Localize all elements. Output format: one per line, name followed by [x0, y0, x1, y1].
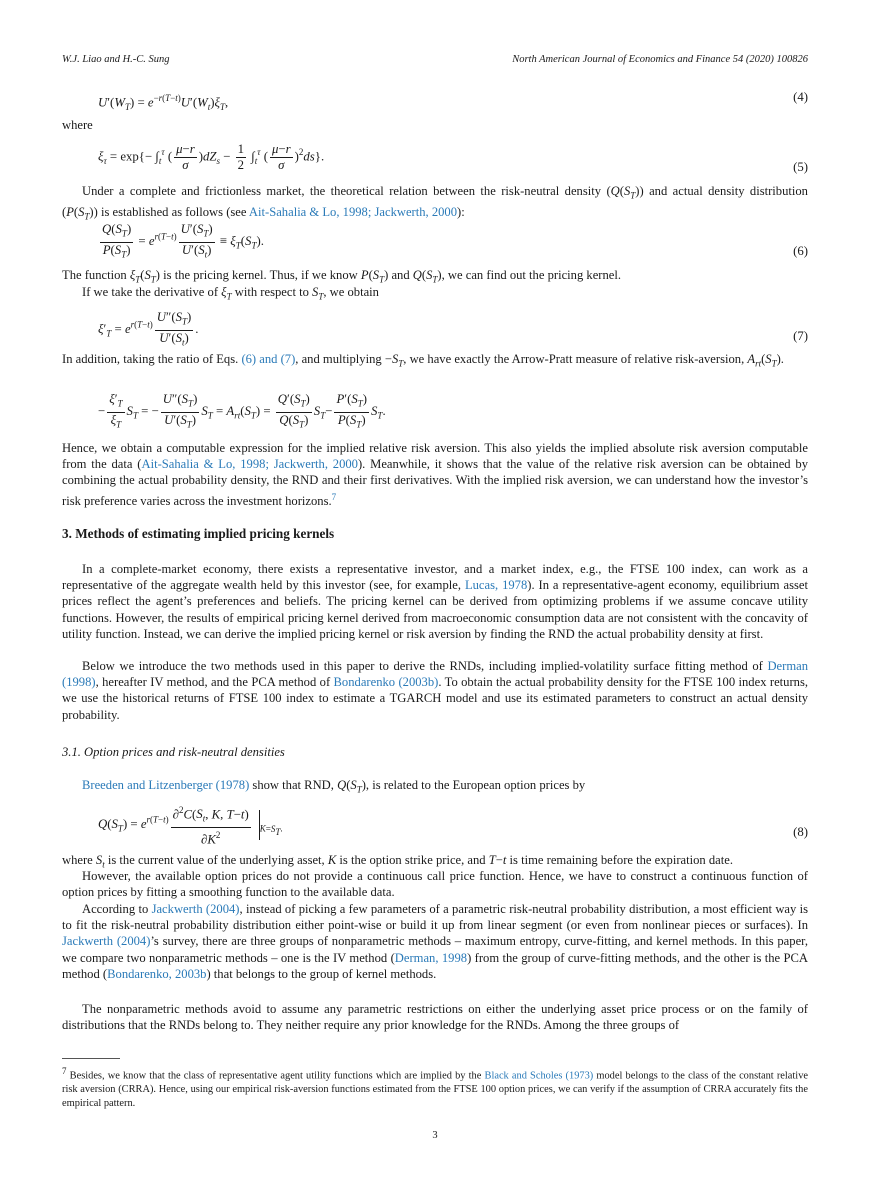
- footnote-ref-7[interactable]: 7: [331, 491, 337, 502]
- paragraph-complete-market: In a complete-market economy, there exists a representative investor, and a market index, e.g., the FTSE 100 index, can work as a representative of the aggregate wealth held by this investor (see, for example, Lucas, 1978). In a representative-agent economy, equilibrium asset prices reflect the agent’s preferences and beliefs. The pricing kernel can be derived from optimizing problems if we assume concave utility functions. However, the results of empirical pricing kernel derived from macroeconomic consumption data are not consistent with the concavity of utility function. Instead, we can derive the implied pricing kernel or risk aversion by finding the RND the actual probability density at first.: [62, 562, 808, 641]
- page: [62, 0, 808, 1188]
- citation-link[interactable]: Jackwerth (2004): [62, 934, 151, 949]
- section-3-heading: 3. Methods of estimating implied pricing kernels: [62, 526, 335, 541]
- footnote-7: $^7$ Besides, we know that the class of representative agent utility functions which are implied by the Black and Scholes (1973) model belongs to the class of the constant relative risk aversion (CRRA). Hence, using our empirical risk-aversion functions estimated from the FTSE 100 option prices, we can verify if the assumption of CRRA accurately fits the empirical pattern.: [62, 1066, 808, 1110]
- citation-link[interactable]: Black and Scholes (1973): [484, 1070, 594, 1082]
- equation-arrow-pratt: − $\frac{\xi'_T}{\xi_T}$ $S_T$ = − $\frac{U''(S_T)}{U'(S_T)}$ $S_T = A_{rt}(S_T)$ = $\frac{Q'(S_T)}{Q(S_T)}$ $S_T-$ $\frac{P'(S_T)}{P(S_T)}$ $S_T$.: [98, 392, 386, 430]
- footnote-mark: 7: [62, 1066, 67, 1076]
- equation-8: $Q(S_T) = e^{r(T-t)}$ $\frac{\partial^2C(S_t, K, T-t)}{\partial K^2}$ $_{K=S_T.}$: [98, 805, 283, 847]
- paragraph-below: Below we introduce the two methods used in this paper to derive the RNDs, including implied-volatility surface fitting method of Derman (1998), hereafter IV method, and the PCA method of Bondarenko (2003b). To obtain the actual probability density for the FTSE 100 index returns, we use the historical returns of FTSE 100 index to estimate a TGARCH model and use its estimated parameters to construct an actual density probability.: [62, 659, 808, 722]
- paragraph-according: According to Jackwerth (2004), instead of picking a few parameters of a parametric risk-neutral probability distribution, a most efficient way is to fit the risk-neutral probability distribution either point-wise or build it up from linear segment (or even from nonlinear pieces or surfaces). In Jackwerth (2004)’s survey, there are three groups of nonparametric methods – maximum entropy, curve-fitting, and kernel methods. In this paper, we compare two nonparametric methods – one is the IV method (Derman, 1998) from the group of curve-fitting methods, and the other is the PCA method (Bondarenko, 2003b) that belongs to the group of kernel methods.: [62, 902, 809, 981]
- equation-4: $U'(W_T) = e^{-r(T-t)}U'(W_t)\xi_T$,: [98, 93, 229, 112]
- citation-link[interactable]: Ait-Sahalia & Lo, 1998; Jackwerth, 2000: [141, 457, 358, 472]
- paragraph-under-complete: Under a complete and frictionless market, the theoretical relation between the risk-neutral density $(Q(S_T))$ and actual density distribution $(P(S_T))$ is established as follows (see Ait-Sahalia & Lo, 1998; Jackwerth, 2000):: [62, 184, 808, 222]
- footnote-divider: [62, 1058, 120, 1059]
- equation-ref-link[interactable]: (6) and (7): [241, 352, 296, 366]
- paragraph-addition: In addition, taking the ratio of Eqs. (6) and (7), and multiplying $-S_T$, we have exactly the Arrow-Pratt measure of relative risk-aversion, $A_{rt}(S_T)$.: [62, 352, 784, 369]
- paragraph-where-st: where $S_t$ is the current value of the underlying asset, K is the option strike price, and T−t is time remaining before the expiration date.: [62, 853, 733, 870]
- where-text: where: [62, 118, 93, 132]
- equation-number-6: (6): [793, 244, 808, 258]
- citation-link[interactable]: Derman (1998): [62, 659, 808, 690]
- equation-number-7: (7): [793, 329, 808, 343]
- paragraph-breeden: Breeden and Litzenberger (1978) show that RND, $Q(S_T)$, is related to the European option prices by: [82, 778, 586, 795]
- equation-5: $\xi_\tau = \exp\{- \int_t^\tau$ ( $\frac{\mu-r}{\sigma}$ )$dZ_s$ − $\frac{1}{2}$ $\int_t^\tau$ ( $\frac{\mu-r}{\sigma}$ )$^2$ds}.: [98, 142, 325, 172]
- citation-link[interactable]: Jackwerth (2004): [151, 902, 240, 916]
- running-header: [62, 54, 808, 65]
- header-authors: W.J. Liao and H.-C. Sung: [62, 54, 170, 65]
- paragraph-nonparametric: The nonparametric methods avoid to assume any parametric restrictions on either the underlying asset price process or on the family of distributions that the RNDs belong to. They neither require any prior knowledge for the RNDs. Among the three groups of: [62, 1002, 808, 1033]
- paragraph-derivative: If we take the derivative of $\xi_T$ with respect to $S_T$, we obtain: [82, 285, 379, 302]
- equation-number-5: (5): [793, 160, 808, 174]
- paragraph-however: However, the available option prices do not provide a continuous call price function. Hence, we have to construct a continuous function of option prices by fitting a smoothing function to the available data.: [62, 869, 808, 900]
- citation-link[interactable]: Lucas, 1978: [464, 578, 528, 593]
- equation-number-8: (8): [793, 825, 808, 839]
- header-journal: North American Journal of Economics and Finance 54 (2020) 100826: [512, 54, 808, 65]
- page-number: 3: [432, 1130, 438, 1141]
- paragraph-hence: Hence, we obtain a computable expression for the implied relative risk aversion. This also yields the implied absolute risk aversion computable from the data (Ait-Sahalia & Lo, 1998; Jackwerth, 2000). Meanwhile, it shows that the value of the relative risk aversion can be obtained by combining the actual probability density, the RND and their first derivatives. With the implied risk aversion, we can understand how the investor’s risk preference varies across the investment horizons.$^7$: [62, 441, 808, 508]
- citation-link[interactable]: Breeden and Litzenberger (1978): [82, 778, 250, 792]
- equation-6: $\frac{Q(S_T)}{P(S_T)}$ = $e^{r(T-t)}$ $\frac{U'(S_T)}{U'(S_t)}$ ≡ $\xi_T(S_T)$.: [102, 222, 264, 260]
- equation-number-4: (4): [793, 90, 808, 104]
- citation-link[interactable]: Bondarenko, 2003b: [107, 966, 207, 981]
- equation-7: $\xi'_T = e^{r(T-t)}$ $\frac{U''(S_T)}{U'(S_t)}$ .: [98, 310, 199, 348]
- paragraph-pricing-kernel: The function $\xi_T(S_T)$ is the pricing kernel. Thus, if we know $P(S_T)$ and $Q(S_T)$, we can find out the pricing kernel.: [62, 268, 622, 285]
- citation-link[interactable]: Derman, 1998: [394, 950, 468, 965]
- citation-link[interactable]: Bondarenko (2003b): [333, 675, 439, 690]
- citation-link[interactable]: Ait-Sahalia & Lo, 1998; Jackwerth, 2000: [248, 204, 458, 219]
- section-3-1-heading: 3.1. Option prices and risk-neutral densities: [62, 745, 285, 759]
